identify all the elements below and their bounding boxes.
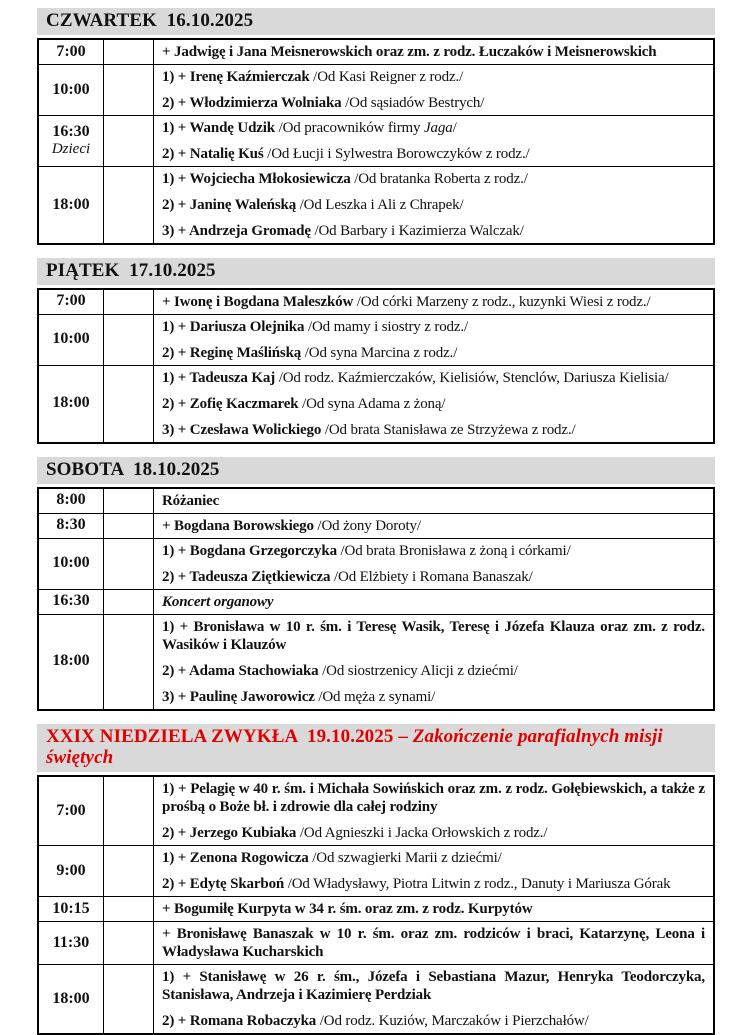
intention-text-segment: Jaga bbox=[424, 119, 453, 136]
schedule-row bbox=[38, 776, 714, 846]
mass-time: 16:30 bbox=[52, 123, 90, 141]
time-cell bbox=[38, 897, 104, 922]
time-cell bbox=[38, 115, 104, 166]
intention-text-segment: 1) + Irenę Kaźmierczak bbox=[162, 68, 314, 85]
empty-cell bbox=[104, 115, 154, 166]
intentions-table-piatek bbox=[37, 288, 715, 444]
intention-text-segment: /Od męża z synami/ bbox=[318, 688, 436, 705]
mass-time: 8:30 bbox=[56, 516, 86, 534]
empty-cell bbox=[104, 289, 154, 315]
empty-cell bbox=[104, 589, 154, 614]
intention-text-segment: / bbox=[452, 119, 457, 136]
intentions-cell bbox=[154, 922, 715, 965]
intention-text-segment: + Iwonę i Bogdana Maleszków bbox=[162, 293, 357, 310]
intention-text bbox=[162, 688, 705, 706]
time-cell bbox=[38, 538, 104, 589]
day-section-sobota bbox=[37, 457, 715, 711]
mass-time: 18:00 bbox=[52, 652, 90, 670]
empty-cell bbox=[104, 897, 154, 922]
intention-text-segment: 2) + Tadeusza Ziętkiewicza bbox=[162, 568, 334, 585]
intention-text-segment: 2) + Romana Robaczyka bbox=[162, 1013, 320, 1030]
intention-text-segment: + Jadwigę i Jana Meisnerowskich oraz zm. z rodz. Łuczaków i Meisnerowskich bbox=[162, 43, 657, 60]
schedule-row bbox=[38, 289, 714, 315]
intention-text bbox=[162, 662, 705, 680]
intention-text-segment: + Bronisławę Banaszak w 10 r. śm. oraz zm. rodziców i braci, Katarzynę, Leona i Władysława Kucharskich bbox=[162, 926, 705, 961]
intention-text-segment: 2) + Edytę Skarboń bbox=[162, 876, 288, 893]
intention-text bbox=[162, 542, 705, 560]
intention-text-segment: /Od Elżbiety i Romana Banaszak/ bbox=[334, 568, 533, 585]
empty-cell bbox=[104, 614, 154, 710]
intention-text-segment: /Od bratanka Roberta z rodz./ bbox=[354, 170, 528, 187]
intention-text-segment: /Od sąsiadów Bestrych/ bbox=[345, 94, 485, 111]
mass-time: 7:00 bbox=[56, 42, 86, 60]
intention-text-segment: 1) + Dariusza Olejnika bbox=[162, 318, 308, 335]
time-cell bbox=[38, 64, 104, 115]
intention-text-segment: 1) + Zenona Rogowicza bbox=[162, 850, 313, 867]
intention-text bbox=[162, 68, 705, 86]
time-cell bbox=[38, 289, 104, 315]
schedule-row bbox=[38, 513, 714, 538]
time-cell bbox=[38, 488, 104, 514]
intentions-cell bbox=[154, 64, 715, 115]
intention-text-segment: 1) + Bogdana Grzegorczyka bbox=[162, 542, 341, 559]
intention-text bbox=[162, 145, 705, 163]
intention-text-segment: 1) + Pelagię w 40 r. śm. i Michała Sowińskich oraz zm. z rodz. Gołębiewskich, a także z prośbą o Boże bł. i zdrowie dla całej rodziny bbox=[162, 781, 705, 816]
intention-text-segment: 2) + Reginę Maślińską bbox=[162, 344, 305, 361]
intentions-table-sobota bbox=[37, 487, 715, 711]
time-cell bbox=[38, 776, 104, 846]
intention-text-segment: 2) + Zofię Kaczmarek bbox=[162, 395, 303, 412]
intention-text-segment: /Od Władysławy, Piotra Litwin z rodz., Danuty i Mariusza Górak bbox=[287, 876, 671, 893]
day-header-piatek bbox=[37, 258, 715, 285]
intention-text bbox=[162, 900, 705, 918]
empty-cell bbox=[104, 488, 154, 514]
intention-text bbox=[162, 94, 705, 112]
mass-time: 8:00 bbox=[56, 491, 86, 509]
schedule-row bbox=[38, 115, 714, 166]
empty-cell bbox=[104, 64, 154, 115]
empty-cell bbox=[104, 39, 154, 65]
intention-text bbox=[162, 395, 705, 413]
schedule-row bbox=[38, 922, 714, 965]
intentions-cell bbox=[154, 365, 715, 443]
intentions-cell bbox=[154, 488, 715, 514]
day-title: SOBOTA 18.10.2025 bbox=[46, 458, 220, 480]
intention-text-segment: 3) + Czesława Wolickiego bbox=[162, 421, 325, 438]
schedule-row bbox=[38, 64, 714, 115]
mass-time: 7:00 bbox=[56, 802, 86, 820]
mass-time: 11:30 bbox=[52, 934, 90, 952]
intention-text bbox=[162, 568, 705, 586]
day-title: XXIX NIEDZIELA ZWYKŁA 19.10.2025 – bbox=[46, 725, 413, 747]
day-title: PIĄTEK 17.10.2025 bbox=[46, 259, 216, 281]
empty-cell bbox=[104, 513, 154, 538]
intention-text-segment: 1) + Wojciecha Młokosiewicza bbox=[162, 170, 355, 187]
intention-text-segment: /Od rodz. Kaźmierczaków, Kielisiów, Stenclów, Dariusza Kielisia/ bbox=[278, 369, 669, 386]
intention-text-segment: /Od Agnieszki i Jacka Orłowskich z rodz./ bbox=[299, 825, 548, 842]
intention-text-segment: /Od brata Stanisława ze Strzyżewa z rodz./ bbox=[324, 421, 576, 438]
time-cell bbox=[38, 589, 104, 614]
intention-text-segment: 1) + Tadeusza Kaj bbox=[162, 369, 279, 386]
intention-text-segment: + Bogumiłę Kurpyta w 34 r. śm. oraz zm. z rodz. Kurpytów bbox=[162, 901, 533, 918]
day-header-sobota bbox=[37, 457, 715, 484]
mass-time: 10:00 bbox=[52, 554, 90, 572]
intention-text-segment: Koncert organowy bbox=[162, 593, 274, 610]
time-cell bbox=[38, 513, 104, 538]
day-title: CZWARTEK 16.10.2025 bbox=[46, 10, 254, 31]
time-cell bbox=[38, 39, 104, 65]
intention-text-segment: 3) + Paulinę Jaworowicz bbox=[162, 688, 319, 705]
intention-text bbox=[162, 43, 705, 61]
intentions-cell bbox=[154, 39, 715, 65]
intention-text bbox=[162, 849, 705, 867]
intention-text-segment: + Bogdana Borowskiego bbox=[162, 517, 318, 534]
intentions-cell bbox=[154, 314, 715, 365]
intentions-cell bbox=[154, 589, 715, 614]
intentions-cell bbox=[154, 776, 715, 846]
time-cell bbox=[38, 314, 104, 365]
intentions-cell bbox=[154, 538, 715, 589]
mass-time: 10:00 bbox=[52, 80, 90, 98]
intention-text-segment: /Od brata Bronisława z żoną i córkami/ bbox=[340, 542, 571, 559]
intention-text-segment: /Od żony Doroty/ bbox=[317, 517, 421, 534]
empty-cell bbox=[104, 166, 154, 244]
empty-cell bbox=[104, 314, 154, 365]
mass-time: 10:00 bbox=[52, 330, 90, 348]
intention-text bbox=[162, 517, 705, 535]
intentions-cell bbox=[154, 897, 715, 922]
empty-cell bbox=[104, 846, 154, 897]
time-cell bbox=[38, 614, 104, 710]
intention-text-segment: /Od pracowników firmy bbox=[278, 119, 425, 136]
intentions-cell bbox=[154, 614, 715, 710]
intention-text-segment: /Od Kasi Reigner z rodz./ bbox=[313, 68, 464, 85]
intention-text-segment: Różaniec bbox=[162, 492, 220, 509]
intention-text bbox=[162, 492, 705, 510]
schedule-row bbox=[38, 314, 714, 365]
schedule-row bbox=[38, 897, 714, 922]
intention-text-segment: /Od córki Marzeny z rodz., kuzynki Wiesi z rodz./ bbox=[356, 293, 651, 310]
intention-text-segment: 2) + Janinę Waleńską bbox=[162, 196, 300, 213]
mass-time: 16:30 bbox=[52, 592, 90, 610]
intention-text bbox=[162, 780, 705, 816]
day-section-piatek bbox=[37, 258, 715, 444]
intention-text bbox=[162, 293, 705, 311]
intention-text-segment: /Od Barbary i Kazimierza Walczak/ bbox=[314, 222, 524, 239]
intention-text-segment: /Od rodz. Kuziów, Marczaków i Pierzchałów/ bbox=[319, 1013, 589, 1030]
time-cell bbox=[38, 166, 104, 244]
empty-cell bbox=[104, 538, 154, 589]
intention-text bbox=[162, 421, 705, 439]
intention-text bbox=[162, 344, 705, 362]
empty-cell bbox=[104, 922, 154, 965]
mass-time: 10:15 bbox=[52, 900, 90, 918]
intentions-table-niedziela bbox=[37, 775, 715, 1035]
mass-time: 7:00 bbox=[56, 292, 86, 310]
intention-text-segment: 1) + Stanisławę w 26 r. śm., Józefa i Sebastiana Mazur, Henryka Teodorczyka, Stanisława, Andrzeja i Kazimierę Perdziak bbox=[162, 969, 705, 1004]
intention-text-segment: /Od szwagierki Marii z dziećmi/ bbox=[312, 850, 502, 867]
intention-text bbox=[162, 968, 705, 1004]
day-section-niedziela bbox=[37, 724, 715, 1035]
schedule-row bbox=[38, 589, 714, 614]
mass-time: 18:00 bbox=[52, 394, 90, 412]
day-section-czwartek bbox=[37, 8, 715, 245]
time-cell bbox=[38, 846, 104, 897]
intention-text-segment: 3) + Andrzeja Gromadę bbox=[162, 222, 315, 239]
intention-text-segment: 1) + Wandę Udzik bbox=[162, 119, 279, 136]
day-title: Zakończenie parafialnych misji świętych bbox=[46, 725, 668, 769]
mass-time: 18:00 bbox=[52, 195, 90, 213]
schedule-row bbox=[38, 538, 714, 589]
intention-text bbox=[162, 170, 705, 188]
intention-text bbox=[162, 875, 705, 893]
intention-text bbox=[162, 824, 705, 842]
intention-text bbox=[162, 925, 705, 961]
intentions-table-czwartek bbox=[37, 38, 715, 245]
day-header-czwartek bbox=[37, 8, 715, 35]
schedule-row bbox=[38, 365, 714, 443]
schedule-row bbox=[38, 39, 714, 65]
empty-cell bbox=[104, 776, 154, 846]
intention-text bbox=[162, 1012, 705, 1030]
intention-text-segment: 1) + Bronisława w 10 r. śm. i Teresę Wasik, Teresę i Józefa Klauza oraz zm. z rodz. Wasików i Klauzów bbox=[162, 618, 705, 653]
intention-text-segment: 2) + Adama Stachowiaka bbox=[162, 662, 323, 679]
time-cell bbox=[38, 922, 104, 965]
time-cell bbox=[38, 365, 104, 443]
mass-intentions-schedule bbox=[37, 8, 715, 1035]
schedule-row bbox=[38, 614, 714, 710]
intention-text-segment: /Od Leszka i Ali z Chrapek/ bbox=[299, 196, 464, 213]
intentions-cell bbox=[154, 846, 715, 897]
schedule-row bbox=[38, 846, 714, 897]
time-note: Dzieci bbox=[51, 141, 91, 158]
intention-text-segment: /Od syna Adama z żoną/ bbox=[302, 395, 446, 412]
intention-text bbox=[162, 593, 705, 611]
intention-text-segment: /Od syna Marcina z rodz./ bbox=[304, 344, 458, 361]
intentions-cell bbox=[154, 513, 715, 538]
intention-text bbox=[162, 369, 705, 387]
intention-text-segment: /Od Łucji i Sylwestra Borowczyków z rodz./ bbox=[267, 145, 530, 162]
empty-cell bbox=[104, 365, 154, 443]
intention-text-segment: 2) + Włodzimierza Wolniaka bbox=[162, 94, 346, 111]
intention-text bbox=[162, 196, 705, 214]
intention-text-segment: /Od mamy i siostry z rodz./ bbox=[307, 318, 469, 335]
day-header-niedziela bbox=[37, 724, 715, 773]
intention-text bbox=[162, 222, 705, 240]
intentions-cell bbox=[154, 289, 715, 315]
intention-text-segment: 2) + Jerzego Kubiaka bbox=[162, 825, 300, 842]
intention-text bbox=[162, 618, 705, 654]
schedule-row bbox=[38, 488, 714, 514]
intention-text-segment: /Od siostrzenicy Alicji z dziećmi/ bbox=[322, 662, 518, 679]
intention-text bbox=[162, 318, 705, 336]
mass-time: 18:00 bbox=[52, 990, 90, 1008]
mass-time: 9:00 bbox=[56, 862, 86, 880]
intention-text-segment: 2) + Natalię Kuś bbox=[162, 145, 268, 162]
intention-text bbox=[162, 119, 705, 137]
intentions-cell bbox=[154, 115, 715, 166]
schedule-row bbox=[38, 166, 714, 244]
intentions-cell bbox=[154, 166, 715, 244]
